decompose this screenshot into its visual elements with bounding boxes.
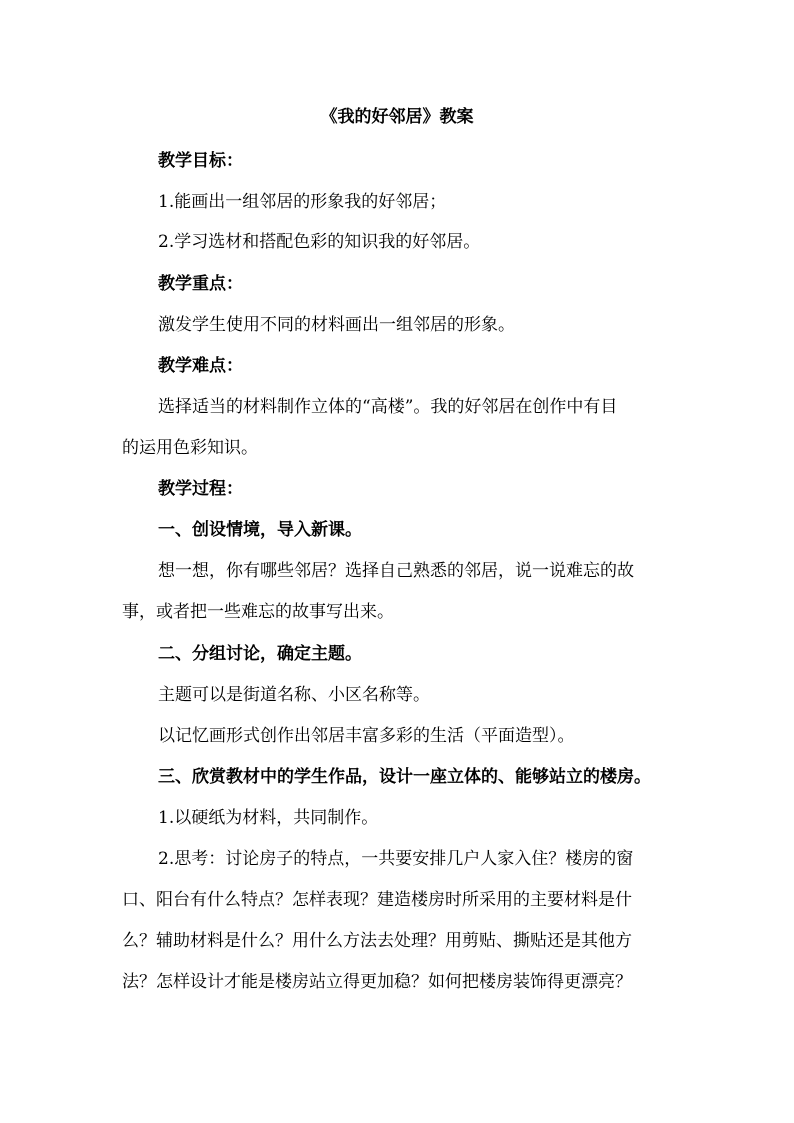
- section-3-item-2-line-1: 2.思考：讨论房子的特点，一共要安排几户人家入住？楼房的窗: [158, 849, 634, 869]
- heading-teaching-difficulty: 教学难点：: [158, 356, 243, 376]
- heading-teaching-process: 教学过程：: [158, 479, 243, 499]
- document-title: 《我的好邻居》教案: [320, 107, 474, 127]
- difficulty-text-line-1: 选择适当的材料制作立体的“高楼”。我的好邻居在创作中有目: [158, 397, 618, 417]
- goal-item-2: 2.学习选材和搭配色彩的知识我的好邻居。: [158, 232, 481, 252]
- section-1-heading: 一、创设情境，导入新课。: [158, 520, 362, 540]
- section-3-item-2-line-3: 么？辅助材料是什么？用什么方法去处理？用剪贴、撕贴还是其他方: [122, 931, 632, 951]
- heading-teaching-focus: 教学重点：: [158, 274, 243, 294]
- section-3-item-2-line-4: 法？怎样设计才能是楼房站立得更加稳？如何把楼房装饰得更漂亮？: [122, 972, 632, 992]
- section-2-heading: 二、分组讨论，确定主题。: [158, 644, 362, 664]
- section-1-text-line-1: 想一想，你有哪些邻居？选择自己熟悉的邻居，说一说难忘的故: [158, 561, 634, 581]
- difficulty-text-line-2: 的运用色彩知识。: [122, 438, 258, 458]
- section-1-text-line-2: 事，或者把一些难忘的故事写出来。: [122, 602, 394, 622]
- heading-teaching-goals: 教学目标：: [158, 151, 243, 171]
- section-3-item-2-line-2: 口、阳台有什么特点？怎样表现？建造楼房时所采用的主要材料是什: [122, 890, 632, 910]
- section-2-text-2: 以记忆画形式创作出邻居丰富多彩的生活（平面造型）。: [158, 726, 575, 746]
- section-3-item-1: 1.以硬纸为材料，共同制作。: [158, 808, 379, 828]
- section-3-heading: 三、欣赏教材中的学生作品，设计一座立体的、能够站立的楼房。: [158, 767, 651, 787]
- section-2-text-1: 主题可以是街道名称、小区名称等。: [158, 685, 430, 705]
- focus-text: 激发学生使用不同的材料画出一组邻居的形象。: [158, 315, 515, 335]
- goal-item-1: 1.能画出一组邻居的形象我的好邻居；: [158, 192, 447, 212]
